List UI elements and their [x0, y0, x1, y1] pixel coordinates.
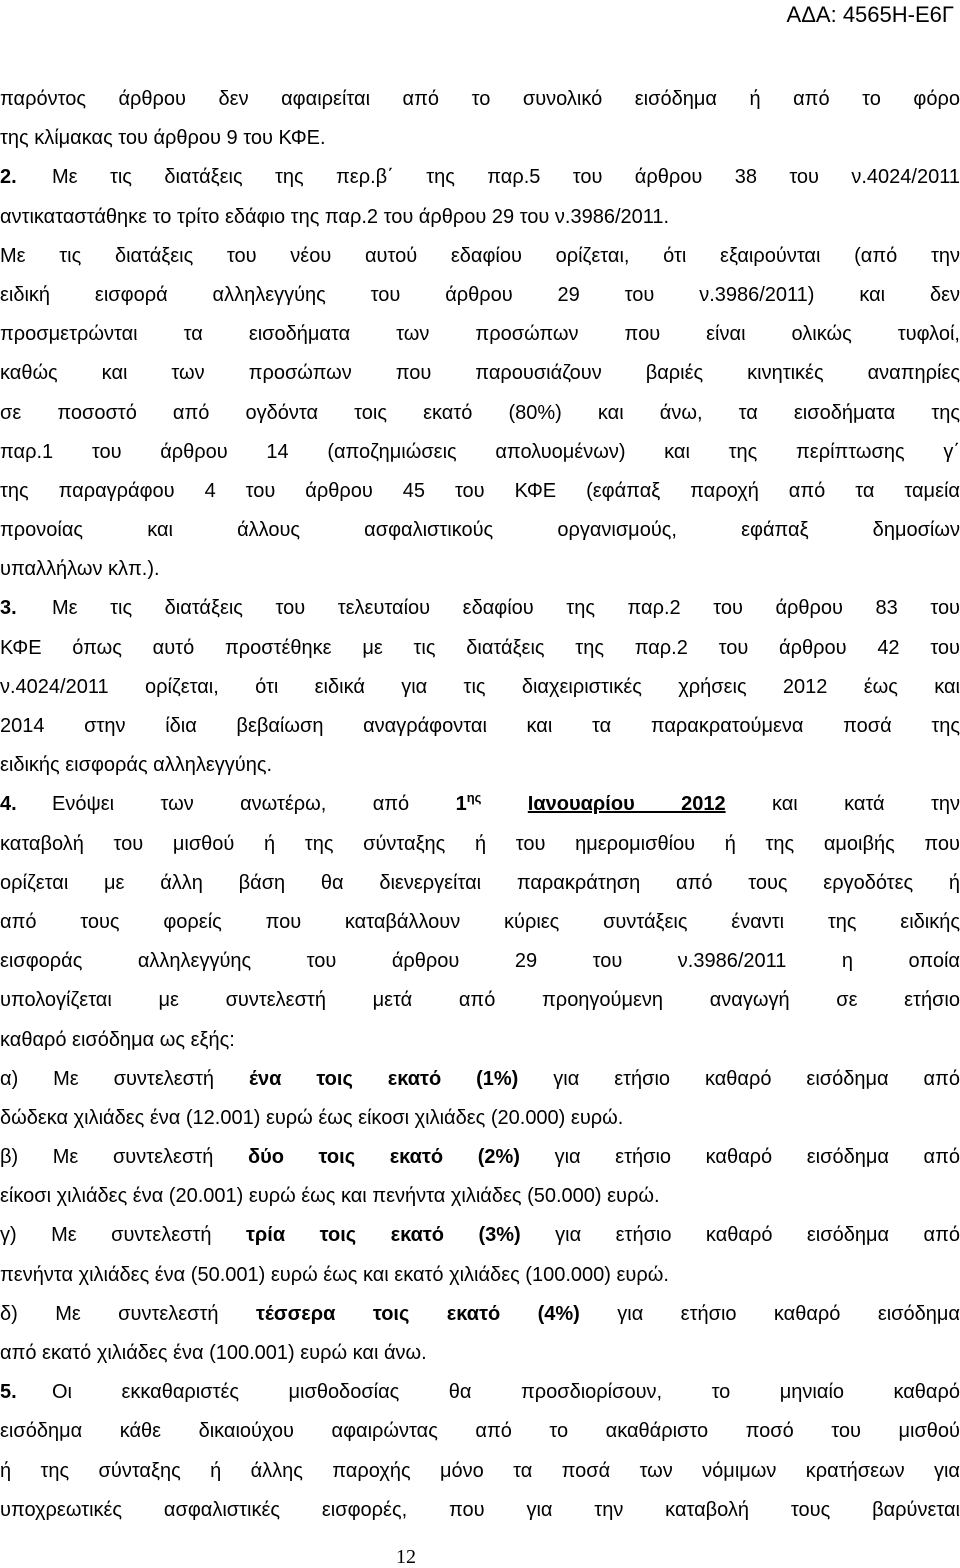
text-line: από τους φορείς που καταβάλλουν κύριες συντάξεις έναντι της ειδικής	[0, 910, 960, 933]
rate-suffix: για ετήσιο καθαρό εισόδημα από	[554, 1146, 960, 1169]
text-line-content: Με τις διατάξεις του τελευταίου εδαφίου της παρ.2 του άρθρου 83 του	[52, 597, 960, 620]
text-line: της κλίμακας του άρθρου 9 του ΚΦΕ.	[0, 127, 326, 150]
text-line: προνοίας και άλλους ασφαλιστικούς οργανισμούς, εφάπαξ δημοσίων	[0, 519, 960, 542]
rate-prefix: δ) Με συντελεστή	[0, 1302, 219, 1325]
page-number: 12	[396, 1546, 416, 1568]
rate-line-d	[0, 1295, 960, 1334]
text-line: ή της σύνταξης ή άλλης παροχής μόνο τα ποσά των νόμιμων κρατήσεων για	[0, 1459, 960, 1482]
rate-line-a	[0, 1060, 960, 1099]
rate-suffix: για ετήσιο καθαρό εισόδημα από	[553, 1067, 960, 1090]
date-month-year: Ιανουαρίου 2012	[527, 793, 726, 816]
item-number: 5.	[0, 1381, 17, 1404]
date-day: 1	[455, 793, 467, 816]
text-line: παρ.1 του άρθρου 14 (αποζημιώσεις απολυομένων) και της περίπτωσης γ΄	[0, 440, 960, 463]
text-line: ειδικής εισφοράς αλληλεγγύης.	[0, 754, 273, 777]
text-line: δώδεκα χιλιάδες ένα (12.001) ευρώ έως είκοσι χιλιάδες (20.000) ευρώ.	[0, 1106, 624, 1129]
text-line: σε ποσοστό από ογδόντα τοις εκατό (80%) και άνω, τα εισοδήματα της	[0, 401, 960, 424]
text-line-item-4	[0, 785, 960, 824]
text-line-item-5	[0, 1373, 960, 1412]
rate-line-b	[0, 1138, 960, 1177]
rate-value: τέσσερα τοις εκατό (4%)	[255, 1302, 580, 1325]
text-line: ορίζεται με άλλη βάση θα διενεργείται παρακράτηση από τους εργοδότες ή	[0, 871, 960, 894]
text-line: εισφοράς αλληλεγγύης του άρθρου 29 του ν.3986/2011 η οποία	[0, 950, 960, 973]
rate-prefix: β) Με συντελεστή	[0, 1146, 214, 1169]
text-line: υποχρεωτικές ασφαλιστικές εισφορές, που για την καταβολή τους βαρύνεται	[0, 1498, 960, 1521]
text-line: υπαλλήλων κλπ.).	[0, 558, 160, 581]
rate-value: ένα τοις εκατό (1%)	[248, 1067, 519, 1090]
rate-suffix: για ετήσιο καθαρό εισόδημα από	[555, 1224, 960, 1247]
item-number: 3.	[0, 597, 17, 620]
text-line-content: Οι εκκαθαριστές μισθοδοσίας θα προσδιορίσουν, το μηνιαίο καθαρό	[52, 1381, 960, 1404]
text-line-item-3	[0, 589, 960, 628]
rate-prefix: γ) Με συντελεστή	[0, 1224, 212, 1247]
rate-suffix: για ετήσιο καθαρό εισόδημα	[617, 1302, 960, 1325]
text-line: Με τις διατάξεις του νέου αυτού εδαφίου ορίζεται, ότι εξαιρούνται (από την	[0, 244, 960, 267]
rate-prefix: α) Με συντελεστή	[0, 1067, 215, 1090]
text-line: πενήντα χιλιάδες ένα (50.001) ευρώ έως και εκατό χιλιάδες (100.000) ευρώ.	[0, 1263, 669, 1286]
text-line: καθαρό εισόδημα ως εξής:	[0, 1028, 235, 1051]
text-line: εισόδημα κάθε δικαιούχου αφαιρώντας από το ακαθάριστο ποσό του μισθού	[0, 1420, 960, 1443]
text-line: είκοσι χιλιάδες ένα (20.001) ευρώ έως και πενήντα χιλιάδες (50.000) ευρώ.	[0, 1185, 660, 1208]
rate-value: δύο τοις εκατό (2%)	[247, 1146, 520, 1169]
rate-line-c	[0, 1216, 960, 1255]
item-number: 2.	[0, 166, 17, 189]
ada-code: ΑΔΑ: 4565Η-Ε6Γ	[786, 2, 954, 27]
text-line: ν.4024/2011 ορίζεται, ότι ειδικά για τις διαχειριστικές χρήσεις 2012 έως και	[0, 675, 960, 698]
date-suffix: ης	[466, 790, 482, 806]
text-line: προσμετρώνται τα εισοδήματα των προσώπων που είναι ολικώς τυφλοί,	[0, 323, 960, 346]
text-line: της παραγράφου 4 του άρθρου 45 του ΚΦΕ (εφάπαξ παροχή από τα ταμεία	[0, 479, 960, 502]
text-line: ειδική εισφορά αλληλεγγύης του άρθρου 29 του ν.3986/2011) και δεν	[0, 283, 960, 306]
rate-value: τρία τοις εκατό (3%)	[246, 1224, 521, 1247]
item-number: 4.	[0, 793, 17, 816]
text-line: από εκατό χιλιάδες ένα (100.001) ευρώ και άνω.	[0, 1342, 427, 1364]
text-line-content: Με τις διατάξεις της περ.β΄ της παρ.5 του άρθρου 38 του ν.4024/2011	[52, 166, 960, 189]
document-body	[0, 80, 960, 1530]
text-line: αντικαταστάθηκε το τρίτο εδάφιο της παρ.2 του άρθρου 29 του ν.3986/2011.	[0, 205, 670, 228]
text-line: 2014 στην ίδια βεβαίωση αναγράφονται και τα παρακρατούμενα ποσά της	[0, 715, 960, 737]
text-line-content: Ενόψει των ανωτέρω, από	[52, 793, 410, 816]
text-line: καταβολή του μισθού ή της σύνταξης ή του ημερομισθίου ή της αμοιβής που	[0, 832, 960, 855]
text-line-item-2	[0, 158, 960, 197]
date-after: και κατά την	[771, 793, 960, 816]
text-line: υπολογίζεται με συντελεστή μετά από προηγούμενη αναγωγή σε ετήσιο	[0, 989, 960, 1012]
text-line: ΚΦΕ όπως αυτό προστέθηκε με τις διατάξεις της παρ.2 του άρθρου 42 του	[0, 636, 960, 659]
text-line: καθώς και των προσώπων που παρουσιάζουν βαριές κινητικές αναπηρίες	[0, 362, 960, 385]
text-line: παρόντος άρθρου δεν αφαιρείται από το συνολικό εισόδημα ή από το φόρο	[0, 88, 960, 110]
